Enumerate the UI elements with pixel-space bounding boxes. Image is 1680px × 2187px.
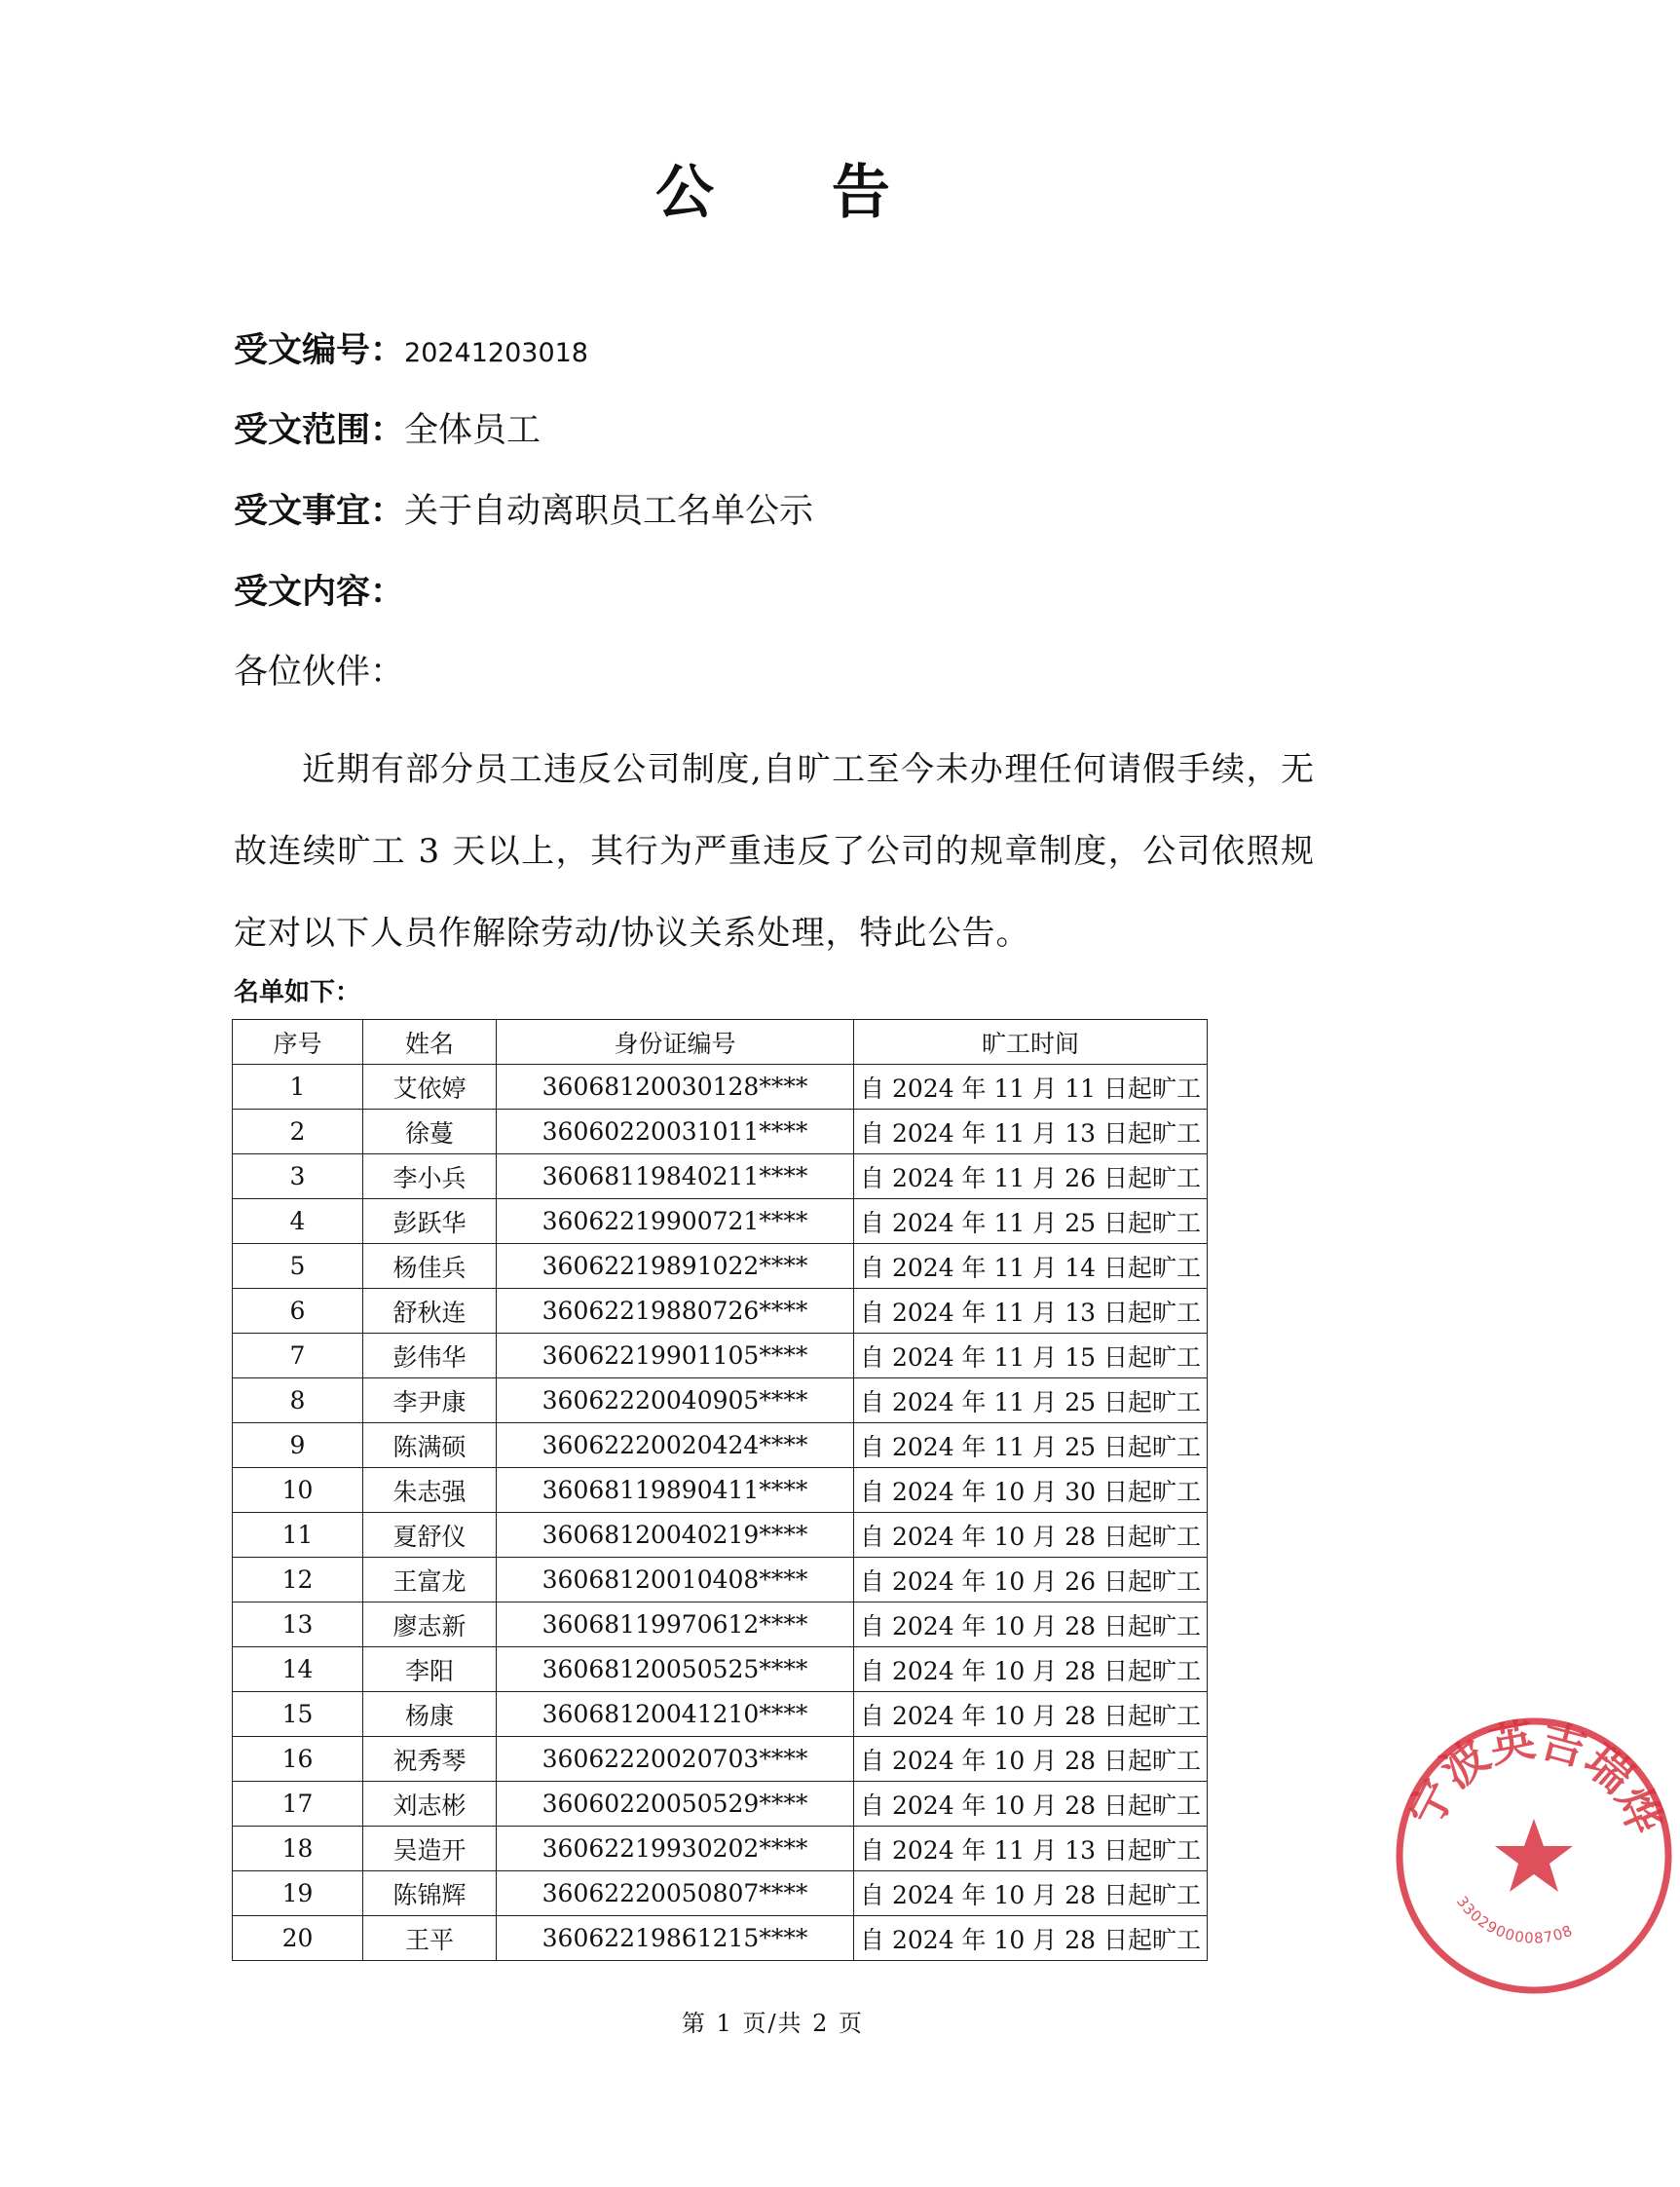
cell-id-number: 36062220020424**** <box>497 1423 854 1468</box>
cell-name: 彭伟华 <box>363 1334 497 1378</box>
field-label: 受文编号： <box>234 331 405 370</box>
cell-name: 杨康 <box>363 1692 497 1737</box>
cell-absence-date: 自 2024 年 11 月 25 日起旷工 <box>854 1378 1208 1423</box>
cell-index: 3 <box>233 1154 363 1199</box>
table-row <box>233 1782 1208 1827</box>
cell-index: 19 <box>233 1871 363 1916</box>
cell-absence-date: 自 2024 年 11 月 15 日起旷工 <box>854 1334 1208 1378</box>
field-content <box>234 571 404 614</box>
cell-id-number: 36068120010408**** <box>497 1558 854 1603</box>
table-row <box>233 1737 1208 1782</box>
cell-id-number: 36062219930202**** <box>497 1827 854 1871</box>
cell-absence-date: 自 2024 年 10 月 28 日起旷工 <box>854 1603 1208 1647</box>
cell-name: 王平 <box>363 1916 497 1961</box>
cell-absence-date: 自 2024 年 11 月 25 日起旷工 <box>854 1199 1208 1244</box>
cell-index: 11 <box>233 1513 363 1558</box>
table-row <box>233 1558 1208 1603</box>
table-row <box>233 1110 1208 1154</box>
cell-absence-date: 自 2024 年 10 月 26 日起旷工 <box>854 1558 1208 1603</box>
field-value: 全体员工 <box>404 411 541 450</box>
cell-name: 李小兵 <box>363 1154 497 1199</box>
table-row <box>233 1647 1208 1692</box>
field-scope <box>234 409 541 452</box>
cell-index: 2 <box>233 1110 363 1154</box>
cell-name: 陈满硕 <box>363 1423 497 1468</box>
cell-name: 朱志强 <box>363 1468 497 1513</box>
cell-id-number: 36068120041210**** <box>497 1692 854 1737</box>
cell-name: 吴造开 <box>363 1827 497 1871</box>
header-id-number: 身份证编号 <box>497 1020 854 1065</box>
seal-code: 3302900008708 <box>1452 1893 1576 1947</box>
cell-absence-date: 自 2024 年 10 月 28 日起旷工 <box>854 1737 1208 1782</box>
cell-id-number: 36062219861215**** <box>497 1916 854 1961</box>
table-row <box>233 1827 1208 1871</box>
cell-name: 廖志新 <box>363 1603 497 1647</box>
greeting: 各位伙伴： <box>234 653 405 692</box>
table-row <box>233 1423 1208 1468</box>
cell-id-number: 36068120040219**** <box>497 1513 854 1558</box>
field-document-number <box>234 329 588 375</box>
header-name: 姓名 <box>363 1020 497 1065</box>
field-label: 受文事宜： <box>234 492 405 531</box>
cell-index: 9 <box>233 1423 363 1468</box>
cell-id-number: 36062219900721**** <box>497 1199 854 1244</box>
cell-id-number: 36060220050529**** <box>497 1782 854 1827</box>
cell-index: 10 <box>233 1468 363 1513</box>
cell-name: 艾依婷 <box>363 1065 497 1110</box>
cell-id-number: 36068119970612**** <box>497 1603 854 1647</box>
cell-absence-date: 自 2024 年 10 月 28 日起旷工 <box>854 1692 1208 1737</box>
table-row <box>233 1244 1208 1289</box>
cell-absence-date: 自 2024 年 11 月 14 日起旷工 <box>854 1244 1208 1289</box>
table-row <box>233 1916 1208 1961</box>
cell-absence-date: 自 2024 年 10 月 28 日起旷工 <box>854 1513 1208 1558</box>
cell-id-number: 36062219880726**** <box>497 1289 854 1334</box>
header-absence-date: 旷工时间 <box>854 1020 1208 1065</box>
cell-name: 祝秀琴 <box>363 1737 497 1782</box>
cell-absence-date: 自 2024 年 10 月 28 日起旷工 <box>854 1871 1208 1916</box>
field-label: 受文内容： <box>234 573 405 612</box>
cell-index: 15 <box>233 1692 363 1737</box>
table-row <box>233 1065 1208 1110</box>
employee-table <box>232 1019 1208 1961</box>
cell-index: 13 <box>233 1603 363 1647</box>
cell-id-number: 36068120030128**** <box>497 1065 854 1110</box>
table-row <box>233 1334 1208 1378</box>
cell-index: 8 <box>233 1378 363 1423</box>
page-title: 公 告 <box>655 159 939 227</box>
table-row <box>233 1154 1208 1199</box>
cell-index: 7 <box>233 1334 363 1378</box>
table-row <box>233 1468 1208 1513</box>
cell-absence-date: 自 2024 年 11 月 13 日起旷工 <box>854 1289 1208 1334</box>
cell-name: 夏舒仪 <box>363 1513 497 1558</box>
cell-index: 18 <box>233 1827 363 1871</box>
cell-id-number: 36068119840211**** <box>497 1154 854 1199</box>
cell-id-number: 36060220031011**** <box>497 1110 854 1154</box>
cell-name: 彭跃华 <box>363 1199 497 1244</box>
cell-absence-date: 自 2024 年 11 月 13 日起旷工 <box>854 1110 1208 1154</box>
field-subject <box>234 490 813 533</box>
cell-absence-date: 自 2024 年 11 月 26 日起旷工 <box>854 1154 1208 1199</box>
cell-name: 王富龙 <box>363 1558 497 1603</box>
cell-index: 12 <box>233 1558 363 1603</box>
cell-absence-date: 自 2024 年 11 月 25 日起旷工 <box>854 1423 1208 1468</box>
table-header-row <box>233 1020 1208 1065</box>
cell-absence-date: 自 2024 年 11 月 13 日起旷工 <box>854 1827 1208 1871</box>
table-row <box>233 1289 1208 1334</box>
cell-name: 徐蔓 <box>363 1110 497 1154</box>
cell-index: 4 <box>233 1199 363 1244</box>
cell-index: 1 <box>233 1065 363 1110</box>
cell-index: 16 <box>233 1737 363 1782</box>
svg-text:3302900008708 <box>1453 1893 1576 1947</box>
svg-text:宁波英吉瑞烨 <box>1399 1713 1673 1841</box>
table-row <box>233 1603 1208 1647</box>
cell-absence-date: 自 2024 年 10 月 30 日起旷工 <box>854 1468 1208 1513</box>
header-index: 序号 <box>233 1020 363 1065</box>
cell-id-number: 36062220020703**** <box>497 1737 854 1782</box>
cell-id-number: 36062220050807**** <box>497 1871 854 1916</box>
cell-id-number: 36062220040905**** <box>497 1378 854 1423</box>
cell-name: 陈锦辉 <box>363 1871 497 1916</box>
cell-name: 刘志彬 <box>363 1782 497 1827</box>
cell-id-number: 36062219891022**** <box>497 1244 854 1289</box>
table-row <box>233 1378 1208 1423</box>
cell-absence-date: 自 2024 年 11 月 11 日起旷工 <box>854 1065 1208 1110</box>
cell-name: 李尹康 <box>363 1378 497 1423</box>
cell-index: 14 <box>233 1647 363 1692</box>
cell-absence-date: 自 2024 年 10 月 28 日起旷工 <box>854 1647 1208 1692</box>
cell-absence-date: 自 2024 年 10 月 28 日起旷工 <box>854 1916 1208 1961</box>
cell-name: 李阳 <box>363 1647 497 1692</box>
cell-name: 杨佳兵 <box>363 1244 497 1289</box>
table-row <box>233 1871 1208 1916</box>
announcement-body: 近期有部分员工违反公司制度,自旷工至今未办理任何请假手续，无故连续旷工 3 天以上，其行为严重违反了公司的规章制度，公司依照规定对以下人员作解除劳动/协议关系处理，特此公告。 <box>234 750 1315 953</box>
field-label: 受文范围： <box>234 411 405 450</box>
cell-name: 舒秋连 <box>363 1289 497 1334</box>
list-heading: 名单如下： <box>234 978 361 1007</box>
page-footer: 第 1 页/共 2 页 <box>681 2010 865 2037</box>
company-seal <box>1388 1710 1680 2002</box>
star-icon <box>1495 1819 1573 1892</box>
seal-text: 宁波英吉瑞烨 <box>1398 1713 1673 1842</box>
cell-index: 20 <box>233 1916 363 1961</box>
cell-index: 5 <box>233 1244 363 1289</box>
table-row <box>233 1199 1208 1244</box>
field-value: 关于自动离职员工名单公示 <box>404 492 814 531</box>
cell-index: 17 <box>233 1782 363 1827</box>
table-row <box>233 1692 1208 1737</box>
field-value: 20241203018 <box>404 338 588 368</box>
cell-index: 6 <box>233 1289 363 1334</box>
cell-id-number: 36068119890411**** <box>497 1468 854 1513</box>
table-body <box>233 1065 1208 1961</box>
table-row <box>233 1513 1208 1558</box>
cell-id-number: 36062219901105**** <box>497 1334 854 1378</box>
cell-id-number: 36068120050525**** <box>497 1647 854 1692</box>
cell-absence-date: 自 2024 年 10 月 28 日起旷工 <box>854 1782 1208 1827</box>
